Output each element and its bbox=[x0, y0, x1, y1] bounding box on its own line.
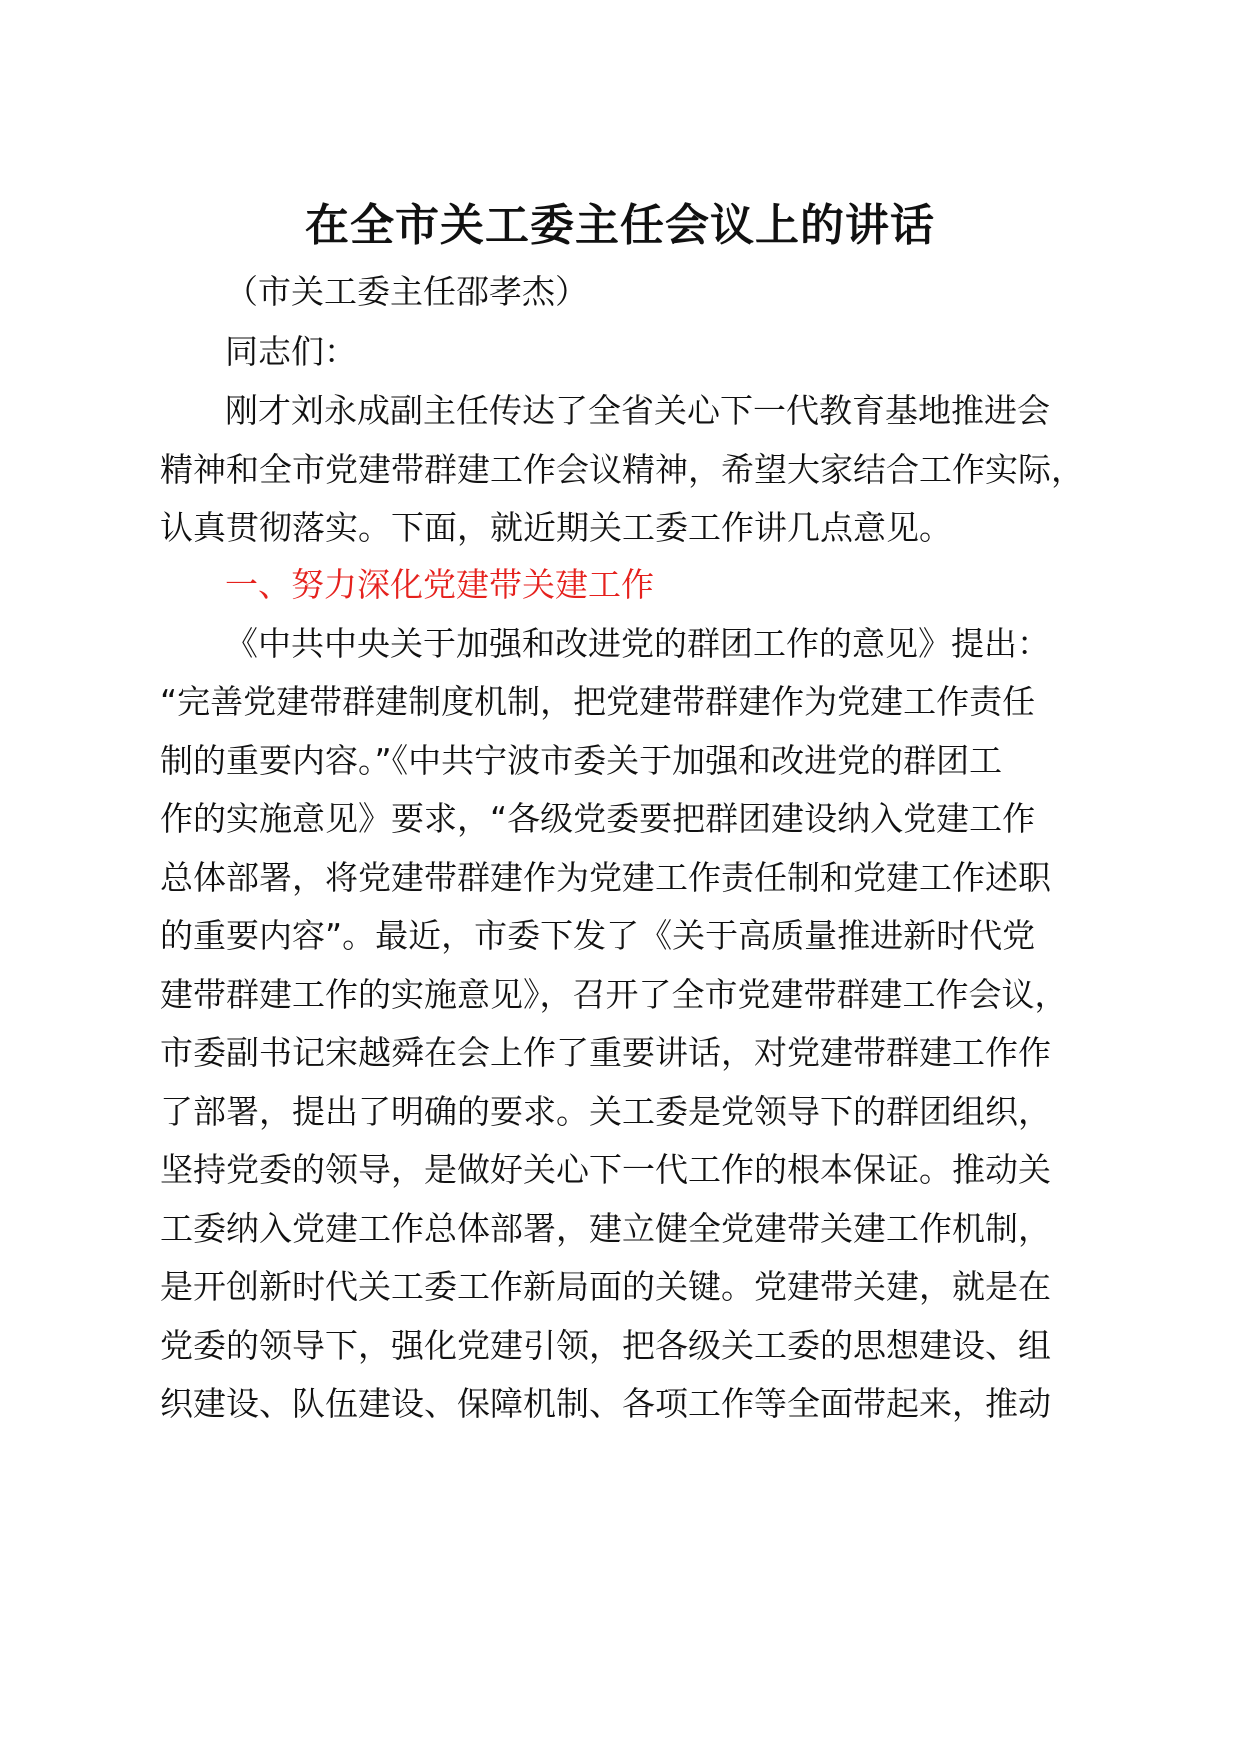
body-line: 工委纳入党建工作总体部署，建立健全党建带关建工作机制， bbox=[160, 1209, 1051, 1248]
body-line: 党委的领导下，强化党建引领，把各级关工委的思想建设、组 bbox=[160, 1326, 1051, 1365]
body-line: 织建设、队伍建设、保障机制、各项工作等全面带起来，推动 bbox=[160, 1384, 1051, 1423]
body-line: 的重要内容”。最近，市委下发了《关于高质量推进新时代党 bbox=[160, 916, 1036, 955]
salutation: 同志们： bbox=[225, 332, 357, 371]
intro-line: 刚才刘永成副主任传达了全省关心下一代教育基地推进会 bbox=[225, 391, 1050, 430]
body-line: 坚持党委的领导，是做好关心下一代工作的根本保证。推动关 bbox=[160, 1150, 1051, 1189]
body-line: 《中共中央关于加强和改进党的群团工作的意见》提出： bbox=[225, 624, 1050, 663]
intro-line: 精神和全市党建带群建工作会议精神，希望大家结合工作实际， bbox=[160, 450, 1084, 489]
body-line: 建带群建工作的实施意见》，召开了全市党建带群建工作会议， bbox=[160, 975, 1068, 1014]
body-line: 是开创新时代关工委工作新局面的关键。党建带关建，就是在 bbox=[160, 1267, 1051, 1306]
body-line: 制的重要内容。”《中共宁波市委关于加强和改进党的群团工 bbox=[160, 741, 1003, 780]
body-line: 作的实施意见》要求，“各级党委要把群团建设纳入党建工作 bbox=[160, 799, 1036, 838]
section-heading: 一、努力深化党建带关建工作 bbox=[225, 565, 654, 604]
body-line: 了部署，提出了明确的要求。关工委是党领导下的群团组织， bbox=[160, 1092, 1051, 1131]
body-line: 总体部署，将党建带群建作为党建工作责任制和党建工作述职 bbox=[160, 858, 1051, 897]
body-line: “完善党建带群建制度机制，把党建带群建作为党建工作责任 bbox=[160, 682, 1036, 721]
speaker-line: （市关工委主任邵孝杰） bbox=[225, 272, 588, 311]
document-title: 在全市关工委主任会议上的讲话 bbox=[305, 200, 935, 251]
body-line: 市委副书记宋越舜在会上作了重要讲话，对党建带群建工作作 bbox=[160, 1033, 1051, 1072]
intro-line: 认真贯彻落实。下面，就近期关工委工作讲几点意见。 bbox=[160, 508, 952, 547]
